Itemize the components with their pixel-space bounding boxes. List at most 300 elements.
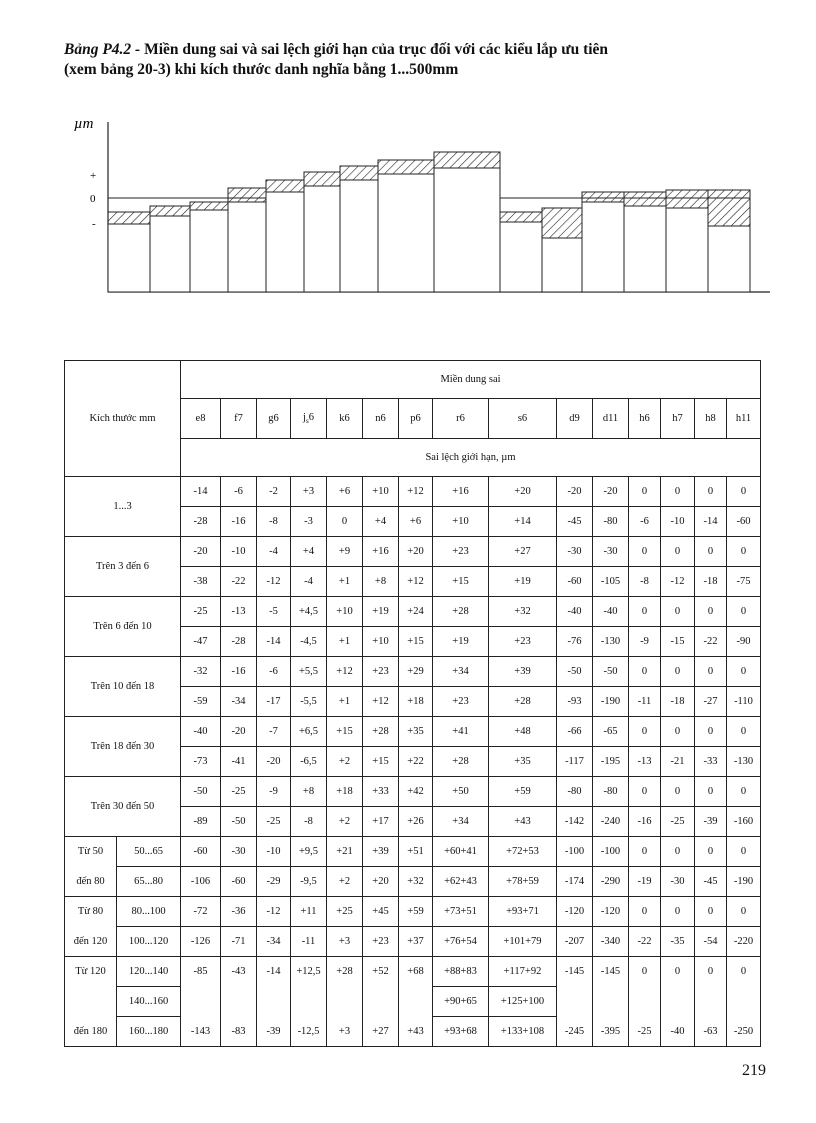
cell-k6: +18 (327, 777, 363, 807)
cell-h7: -25 (661, 807, 695, 837)
cell-f7: -25 (221, 777, 257, 807)
cell-k6: +3 (327, 927, 363, 957)
cell-h8: -54 (695, 927, 727, 957)
cell-s6: +78+59 (489, 867, 557, 897)
size-range-label: Trên 6 đến 10 (65, 597, 181, 657)
cell-k6 (327, 987, 363, 1017)
cell-h7: 0 (661, 477, 695, 507)
cell-s6: +14 (489, 507, 557, 537)
cell-p6: +24 (399, 597, 433, 627)
cell-h7: -18 (661, 687, 695, 717)
table-row (65, 867, 761, 897)
size-range-label: đến 180 (65, 1017, 117, 1047)
column-header-f7: f7 (221, 399, 257, 439)
cell-g6: -14 (257, 627, 291, 657)
cell-h8: 0 (695, 777, 727, 807)
cell-h11: -160 (727, 807, 761, 837)
cell-h6: -8 (629, 567, 661, 597)
bar-f7 (150, 206, 190, 292)
cell-e8: -85 (181, 957, 221, 987)
cell-d11: -40 (593, 597, 629, 627)
cell-k6: 0 (327, 507, 363, 537)
column-header-d9: d9 (557, 399, 593, 439)
cell-g6: -39 (257, 1017, 291, 1047)
cell-r6: +90+65 (433, 987, 489, 1017)
cell-g6: -9 (257, 777, 291, 807)
table-row (65, 477, 761, 507)
cell-n6: +52 (363, 957, 399, 987)
cell-p6: +12 (399, 567, 433, 597)
cell-f7: -6 (221, 477, 257, 507)
bar-h6 (582, 192, 624, 292)
cell-d9: -142 (557, 807, 593, 837)
cell-p6 (399, 987, 433, 1017)
cell-r6: +34 (433, 657, 489, 687)
cell-h6: 0 (629, 897, 661, 927)
cell-f7: -36 (221, 897, 257, 927)
tolerance-zone-diagram (64, 112, 784, 302)
cell-h6: -16 (629, 807, 661, 837)
cell-g6: -12 (257, 567, 291, 597)
size-range-label: 1...3 (65, 477, 181, 537)
cell-n6: +8 (363, 567, 399, 597)
bar-h7 (624, 192, 666, 292)
cell-r6: +34 (433, 807, 489, 837)
cell-h6: -22 (629, 927, 661, 957)
cell-h11: 0 (727, 837, 761, 867)
cell-h8: -39 (695, 807, 727, 837)
cell-p6: +59 (399, 897, 433, 927)
cell-h6: -11 (629, 687, 661, 717)
cell-e8: -89 (181, 807, 221, 837)
cell-h7: -12 (661, 567, 695, 597)
cell-h6: 0 (629, 837, 661, 867)
cell-k6: +6 (327, 477, 363, 507)
cell-h11: 0 (727, 537, 761, 567)
cell-s6: +28 (489, 687, 557, 717)
cell-p6: +18 (399, 687, 433, 717)
cell-d9 (557, 987, 593, 1017)
cell-h7: -30 (661, 867, 695, 897)
cell-n6: +10 (363, 627, 399, 657)
cell-d9: -50 (557, 657, 593, 687)
cell-g6: -8 (257, 507, 291, 537)
cell-k6: +28 (327, 957, 363, 987)
cell-h6: 0 (629, 477, 661, 507)
column-header-r6: r6 (433, 399, 489, 439)
column-header-h11: h11 (727, 399, 761, 439)
table-title (64, 40, 794, 80)
cell-h7: 0 (661, 657, 695, 687)
cell-p6: +26 (399, 807, 433, 837)
cell-s6: +19 (489, 567, 557, 597)
cell-k6: +3 (327, 1017, 363, 1047)
cell-js6: +4,5 (291, 597, 327, 627)
cell-h8 (695, 987, 727, 1017)
cell-d11: -120 (593, 897, 629, 927)
cell-f7: -16 (221, 657, 257, 687)
cell-h8: -27 (695, 687, 727, 717)
title-lead: Bảng P4.2 - (64, 41, 141, 58)
cell-g6: -2 (257, 477, 291, 507)
size-subrange-label: 140...160 (117, 987, 181, 1017)
cell-r6: +60+41 (433, 837, 489, 867)
cell-r6: +88+83 (433, 957, 489, 987)
cell-p6: +42 (399, 777, 433, 807)
column-header-js6: $j_s6$ (291, 399, 327, 439)
cell-h11: -130 (727, 747, 761, 777)
size-range-label: Trên 30 đến 50 (65, 777, 181, 837)
cell-f7: -13 (221, 597, 257, 627)
cell-js6: -3 (291, 507, 327, 537)
cell-p6: +15 (399, 627, 433, 657)
cell-f7: -71 (221, 927, 257, 957)
cell-d11: -190 (593, 687, 629, 717)
cell-r6: +19 (433, 627, 489, 657)
cell-d11: -80 (593, 777, 629, 807)
cell-n6: +10 (363, 477, 399, 507)
cell-h8: 0 (695, 897, 727, 927)
cell-h11: 0 (727, 657, 761, 687)
cell-e8: -25 (181, 597, 221, 627)
cell-e8: -47 (181, 627, 221, 657)
cell-d9: -174 (557, 867, 593, 897)
cell-h7: -21 (661, 747, 695, 777)
cell-k6: +9 (327, 537, 363, 567)
cell-g6: -5 (257, 597, 291, 627)
cell-h11 (727, 987, 761, 1017)
cell-js6: +5,5 (291, 657, 327, 687)
size-range-label: Từ 120 (65, 957, 117, 987)
size-subrange-label: 65...80 (117, 867, 181, 897)
cell-h6 (629, 987, 661, 1017)
cell-js6: +12,5 (291, 957, 327, 987)
plus-label: + (90, 170, 97, 182)
column-header-e8: e8 (181, 399, 221, 439)
cell-d11: -145 (593, 957, 629, 987)
cell-f7: -50 (221, 807, 257, 837)
cell-e8: -73 (181, 747, 221, 777)
cell-n6: +45 (363, 897, 399, 927)
table-row (65, 1017, 761, 1047)
table-row (65, 537, 761, 567)
cell-h6: -6 (629, 507, 661, 537)
column-header-h7: h7 (661, 399, 695, 439)
cell-n6: +17 (363, 807, 399, 837)
cell-n6: +39 (363, 837, 399, 867)
cell-d9: -80 (557, 777, 593, 807)
cell-h8: -18 (695, 567, 727, 597)
cell-d9: -117 (557, 747, 593, 777)
cell-d11 (593, 987, 629, 1017)
cell-k6: +1 (327, 567, 363, 597)
cell-h7: -15 (661, 627, 695, 657)
cell-p6: +12 (399, 477, 433, 507)
cell-h11: -75 (727, 567, 761, 597)
cell-d9: -145 (557, 957, 593, 987)
cell-h8: -14 (695, 507, 727, 537)
column-header-s6: s6 (489, 399, 557, 439)
cell-e8: -106 (181, 867, 221, 897)
bar-n6 (304, 172, 340, 292)
cell-h8: -22 (695, 627, 727, 657)
cell-f7: -28 (221, 627, 257, 657)
cell-f7: -10 (221, 537, 257, 567)
cell-g6: -14 (257, 957, 291, 987)
cell-p6: +29 (399, 657, 433, 687)
cell-js6: -8 (291, 807, 327, 837)
cell-p6: +51 (399, 837, 433, 867)
cell-s6: +93+71 (489, 897, 557, 927)
size-range-label: Trên 3 đến 6 (65, 537, 181, 597)
cell-e8: -143 (181, 1017, 221, 1047)
cell-d11: -395 (593, 1017, 629, 1047)
unit-label: µm (74, 116, 94, 132)
cell-h7: 0 (661, 957, 695, 987)
tolerance-table (64, 360, 761, 1047)
cell-p6: +20 (399, 537, 433, 567)
cell-js6: +4 (291, 537, 327, 567)
cell-h6: 0 (629, 597, 661, 627)
bar-h8 (666, 190, 708, 292)
cell-g6: -7 (257, 717, 291, 747)
column-header-g6: g6 (257, 399, 291, 439)
cell-js6: -9,5 (291, 867, 327, 897)
cell-f7: -22 (221, 567, 257, 597)
cell-r6: +41 (433, 717, 489, 747)
cell-d9: -20 (557, 477, 593, 507)
cell-g6 (257, 987, 291, 1017)
cell-g6: -12 (257, 897, 291, 927)
cell-h11: 0 (727, 777, 761, 807)
cell-g6: -29 (257, 867, 291, 897)
bar-p6 (340, 166, 378, 292)
cell-f7: -34 (221, 687, 257, 717)
cell-h6: 0 (629, 537, 661, 567)
cell-js6: -4 (291, 567, 327, 597)
cell-e8: -60 (181, 837, 221, 867)
size-subrange-label: 120...140 (117, 957, 181, 987)
cell-k6: +1 (327, 627, 363, 657)
cell-d11: -100 (593, 837, 629, 867)
cell-n6: +27 (363, 1017, 399, 1047)
table-row (65, 597, 761, 627)
cell-h6: -19 (629, 867, 661, 897)
cell-s6: +117+92 (489, 957, 557, 987)
cell-e8: -59 (181, 687, 221, 717)
cell-r6: +28 (433, 597, 489, 627)
cell-n6: +19 (363, 597, 399, 627)
cell-g6: -6 (257, 657, 291, 687)
size-subrange-label: 160...180 (117, 1017, 181, 1047)
cell-e8: -72 (181, 897, 221, 927)
cell-n6: +4 (363, 507, 399, 537)
cell-h8: -33 (695, 747, 727, 777)
cell-h7: -40 (661, 1017, 695, 1047)
cell-d9: -207 (557, 927, 593, 957)
cell-r6: +50 (433, 777, 489, 807)
cell-e8: -38 (181, 567, 221, 597)
cell-h6: -25 (629, 1017, 661, 1047)
cell-s6: +23 (489, 627, 557, 657)
size-range-label: đến 120 (65, 927, 117, 957)
cell-f7: -30 (221, 837, 257, 867)
cell-h11: -110 (727, 687, 761, 717)
minus-label: - (92, 218, 96, 230)
size-range-label: Trên 10 đến 18 (65, 657, 181, 717)
cell-d9: -120 (557, 897, 593, 927)
cell-d11: -65 (593, 717, 629, 747)
cell-g6: -4 (257, 537, 291, 567)
cell-n6: +33 (363, 777, 399, 807)
cell-f7: -16 (221, 507, 257, 537)
cell-n6: +23 (363, 657, 399, 687)
zone-header: Miền dung sai (181, 361, 761, 399)
cell-k6: +15 (327, 717, 363, 747)
cell-k6: +1 (327, 687, 363, 717)
cell-r6: +23 (433, 687, 489, 717)
cell-h11: -90 (727, 627, 761, 657)
cell-js6: +11 (291, 897, 327, 927)
table-row (65, 837, 761, 867)
cell-f7: -60 (221, 867, 257, 897)
title-line2: (xem bảng 20-3) khi kích thước danh nghĩa bằng 1...500mm (64, 61, 459, 78)
cell-h7: -10 (661, 507, 695, 537)
cell-k6: +25 (327, 897, 363, 927)
cell-s6: +125+100 (489, 987, 557, 1017)
cell-d9: -93 (557, 687, 593, 717)
cell-h8: 0 (695, 837, 727, 867)
cell-p6: +22 (399, 747, 433, 777)
cell-js6: -6,5 (291, 747, 327, 777)
table-row (65, 957, 761, 987)
cell-d11: -20 (593, 477, 629, 507)
cell-h6: 0 (629, 657, 661, 687)
cell-d9: -45 (557, 507, 593, 537)
cell-h7: 0 (661, 897, 695, 927)
size-range-label: đến 80 (65, 867, 117, 897)
cell-s6: +35 (489, 747, 557, 777)
bar-d9 (500, 212, 542, 292)
cell-d11: -80 (593, 507, 629, 537)
cell-s6: +48 (489, 717, 557, 747)
cell-r6: +23 (433, 537, 489, 567)
cell-d9: -66 (557, 717, 593, 747)
cell-s6: +59 (489, 777, 557, 807)
cell-p6: +35 (399, 717, 433, 747)
cell-s6: +133+108 (489, 1017, 557, 1047)
cell-h8: 0 (695, 657, 727, 687)
table-row (65, 987, 761, 1017)
column-header-d11: d11 (593, 399, 629, 439)
cell-d11: -290 (593, 867, 629, 897)
cell-p6: +68 (399, 957, 433, 987)
cell-f7: -43 (221, 957, 257, 987)
cell-g6: -20 (257, 747, 291, 777)
table-row (65, 717, 761, 747)
cell-js6: -5,5 (291, 687, 327, 717)
cell-h7 (661, 987, 695, 1017)
cell-k6: +21 (327, 837, 363, 867)
cell-h6: 0 (629, 777, 661, 807)
deviation-header: Sai lệch giới hạn, µm (181, 439, 761, 477)
cell-d9: -30 (557, 537, 593, 567)
cell-g6: -17 (257, 687, 291, 717)
cell-n6: +12 (363, 687, 399, 717)
cell-p6: +32 (399, 867, 433, 897)
cell-js6: +6,5 (291, 717, 327, 747)
cell-n6: +15 (363, 747, 399, 777)
cell-n6: +20 (363, 867, 399, 897)
bar-s6 (434, 152, 500, 292)
cell-h11: -220 (727, 927, 761, 957)
cell-e8: -14 (181, 477, 221, 507)
table-row (65, 657, 761, 687)
cell-g6: -10 (257, 837, 291, 867)
cell-h11: 0 (727, 477, 761, 507)
cell-h8: 0 (695, 477, 727, 507)
cell-e8: -126 (181, 927, 221, 957)
cell-h7: -35 (661, 927, 695, 957)
cell-js6: -4,5 (291, 627, 327, 657)
cell-g6: -34 (257, 927, 291, 957)
cell-h8: 0 (695, 597, 727, 627)
table-row (65, 777, 761, 807)
cell-e8 (181, 987, 221, 1017)
cell-js6: +9,5 (291, 837, 327, 867)
cell-d9: -40 (557, 597, 593, 627)
cell-g6: -25 (257, 807, 291, 837)
title-line1: Miền dung sai và sai lệch giới hạn của trục đối với các kiểu lắp ưu tiên (144, 41, 609, 58)
cell-h11: 0 (727, 897, 761, 927)
cell-n6: +16 (363, 537, 399, 567)
cell-h7: 0 (661, 717, 695, 747)
size-range-label (65, 987, 117, 1017)
cell-h11: 0 (727, 957, 761, 987)
cell-h6: -13 (629, 747, 661, 777)
cell-d9: -76 (557, 627, 593, 657)
cell-s6: +32 (489, 597, 557, 627)
cell-js6: -12,5 (291, 1017, 327, 1047)
cell-r6: +73+51 (433, 897, 489, 927)
cell-h6: -9 (629, 627, 661, 657)
cell-p6: +43 (399, 1017, 433, 1047)
bar-g6 (190, 202, 228, 292)
cell-h8: 0 (695, 717, 727, 747)
column-header-h6: h6 (629, 399, 661, 439)
cell-r6: +28 (433, 747, 489, 777)
size-range-label: Trên 18 đến 30 (65, 717, 181, 777)
bar-js6 (228, 188, 266, 292)
cell-r6: +93+68 (433, 1017, 489, 1047)
cell-e8: -28 (181, 507, 221, 537)
page-number: 219 (742, 1062, 766, 1079)
cell-h8: 0 (695, 957, 727, 987)
cell-h7: 0 (661, 837, 695, 867)
size-subrange-label: 50...65 (117, 837, 181, 867)
cell-n6: +28 (363, 717, 399, 747)
cell-d11: -130 (593, 627, 629, 657)
cell-d11: -30 (593, 537, 629, 567)
bar-k6 (266, 180, 304, 292)
cell-d11: -195 (593, 747, 629, 777)
cell-s6: +27 (489, 537, 557, 567)
cell-d11: -340 (593, 927, 629, 957)
cell-h8: 0 (695, 537, 727, 567)
cell-h7: 0 (661, 597, 695, 627)
cell-js6: +8 (291, 777, 327, 807)
cell-r6: +10 (433, 507, 489, 537)
